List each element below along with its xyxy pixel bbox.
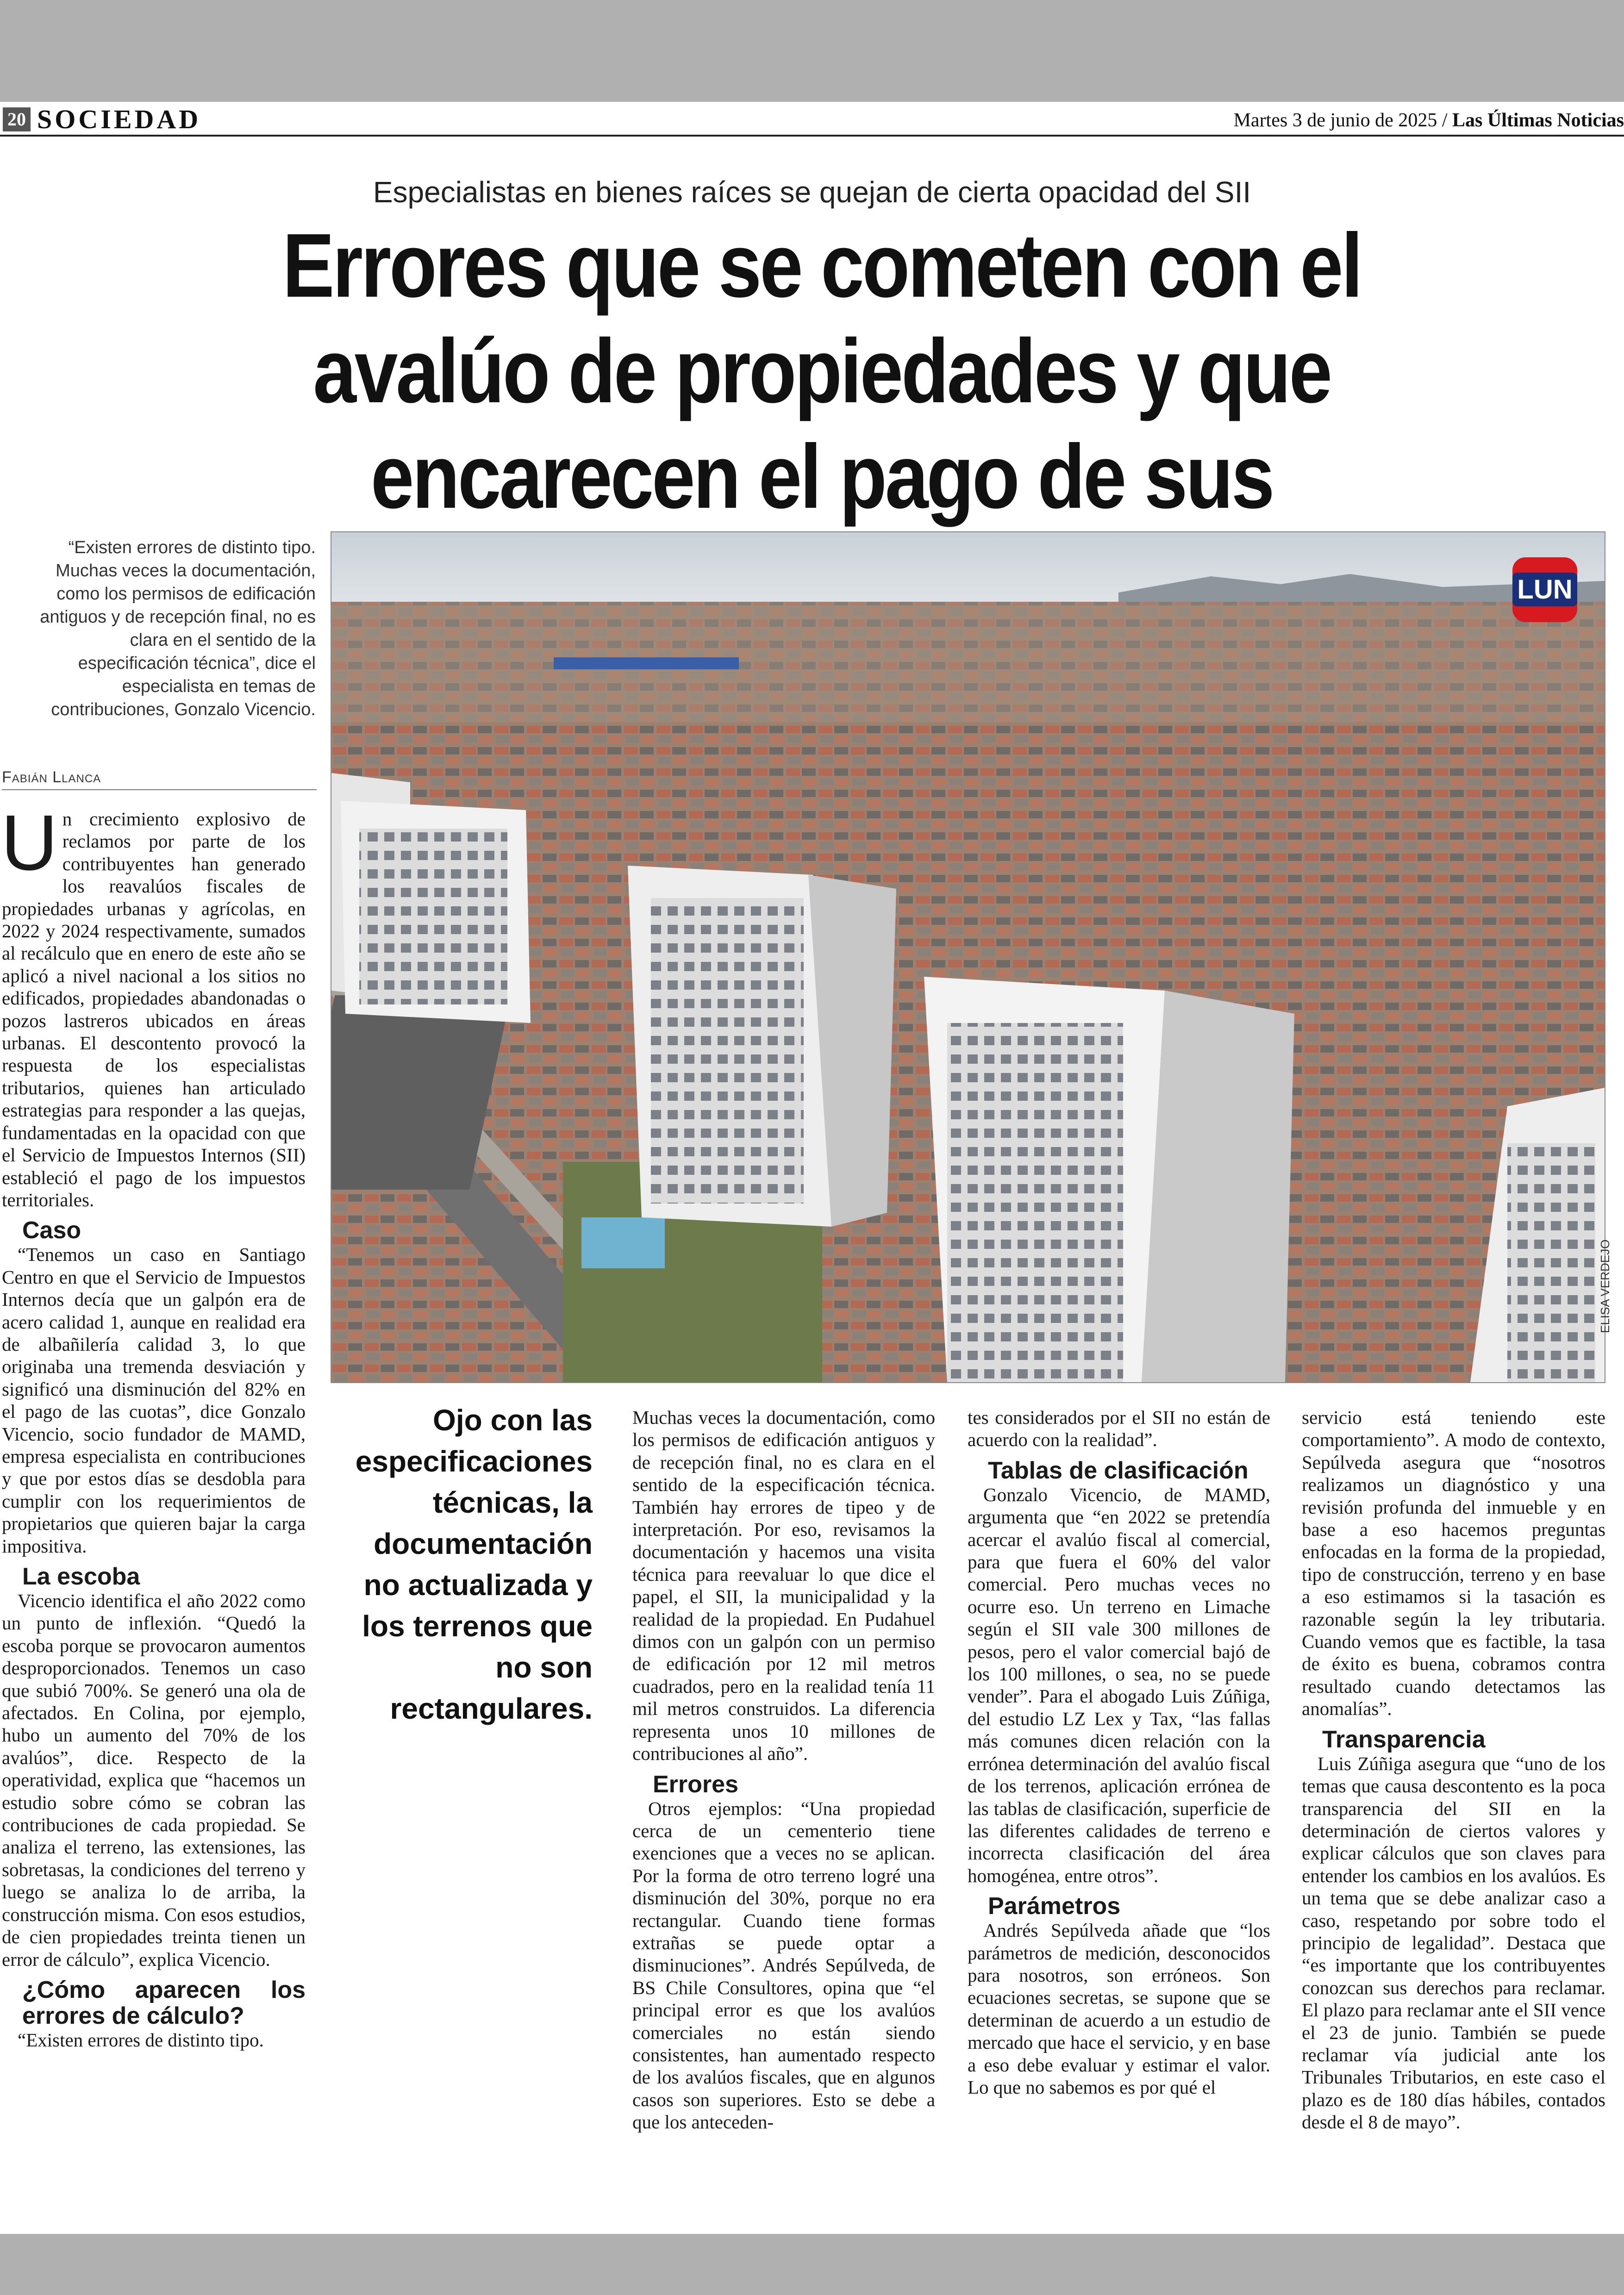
subhead-errores: Errores — [653, 1771, 738, 1798]
page-number: 20 — [3, 107, 31, 131]
paragraph-parametros: Andrés Sepúlveda añade que “los parámetros de medición, desconocidos para nosotros, son erróneos. Son ecuaciones secretas, se supone que se determinan de acuerdo a un estudio de mercado que hace el servicio, y en base a eso debe evaluar y estimar el valor. Lo que no sabemos es por qué el — [968, 1920, 1270, 2098]
page-top-margin — [0, 0, 1624, 102]
publication-name: Las Últimas Noticias — [1452, 110, 1624, 131]
drop-cap: U — [1, 799, 58, 887]
paragraph-col3-1: tes considerados por el SII no están de acuerdo con la realidad”. — [968, 1407, 1270, 1451]
pull-quote-top: “Existen errores de distinto tipo. Muchas veces la documentación, como los permisos de edificación antiguos y de recepción final, no es clara en el sentido de la especificación técnica”, dice el especialista en temas de contribuciones, Gonzalo Vicencio. — [40, 538, 316, 719]
dateline — [1234, 109, 1624, 131]
column-3 — [968, 1406, 1270, 2098]
subhead-tablas: Tablas de clasificación — [988, 1457, 1249, 1484]
article-headline: Errores que se cometen con el avalúo de propiedades y que encarecen el pago de sus — [282, 215, 1361, 527]
paragraph-como: “Existen errores de distinto tipo. — [18, 2029, 264, 2051]
pull-quote-mid: Ojo con las especificaciones técnicas, la documentación no actualizada y los terrenos que no son rectangulares. — [355, 1403, 593, 1725]
header-rule — [0, 135, 1624, 137]
paragraph-caso: “Tenemos un caso en Santiago Centro en que el Servicio de Impuestos Internos decía que un galpón era de acero calidad 1, aunque en realidad era de albañilería calidad 3, lo que originaba una tremenda desviación y significó una disminución del 82% en el pago de las cuotas”, dice Gonzalo Vicencio, socio fundador de MAMD, empresa especialista en contribuciones y que por estos días se desdobla para cumplir con los requerimientos de propietarios que quieren bajar la carga impositiva. — [2, 1244, 306, 1557]
dateline-separator: / — [1437, 110, 1452, 131]
issue-date: Martes 3 de junio de 2025 — [1233, 110, 1437, 131]
paragraph-errores: Otros ejemplos: “Una propiedad cerca de un cementerio tiene exenciones que a veces no se aplican. Por la forma de otro terreno logré una disminución del 30%, porque no era rectangular. Cuando tiene formas extrañas se puede optar a disminuciones”. Andrés Sepúlveda, de BS Chile Consultores, opina que “el principal error es que los avalúos comerciales no están siendo consistentes, han aumentado respecto de los avalúos fiscales, que en algunos casos son superiores. Esto se debe a que los anteceden- — [632, 1797, 935, 2133]
paragraph-tablas: Gonzalo Vicencio, de MAMD, argumenta que “en 2022 se pretendía acercar el avalúo fiscal al comercial, para que fuera el 60% del valor comercial. Pero muchas veces no ocurre eso. Un terreno en Limache según el SII vale 300 millones de pesos, pero el valor comercial bajó de los 100 millones, o sea, no se puede vender”. Para el abogado Luis Zúñiga, del estudio LZ Lex y Tax, “las fallas más comunes dicen relación con la errónea determinación del avalúo fiscal de los terrenos, aplicación errónea de las tablas de clasificación, superficie de las diferentes calidades de terreno e incorrecta clasificación del área homogénea, entre otros”. — [968, 1484, 1270, 1886]
paragraph-col2-1: Muchas veces la documentación, como los permisos de edificación antiguos y de recepción final, no es clara en el sentido de la especificación técnica. También hay errores de tipeo y de interpretación. Por eso, revisamos la documentación y hacemos una visita técnica para reevaluar lo que dice el papel, el SII, la municipalidad y la realidad de la propiedad. En Pudahuel dimos con un galpón con un permiso de edificación por 12 mil metros cuadrados, pero en la realidad tenía 11 mil metros construidos. La diferencia representa unos 10 millones de contribuciones al año”. — [632, 1407, 935, 1765]
photo-credit: ELISA VERDEJO — [1598, 1239, 1612, 1333]
aerial-photo-illustration — [331, 532, 1605, 1382]
paragraph-transparencia: Luis Zúñiga asegura que “uno de los temas que causa descontento es la poca transparencia del SII en la determinación de ciertos valores y explicar cálculos que son claves para entender los cambios en los avalúos. Es un tema que se debe analizar caso a caso, respetando por sobre todo el principio de legalidad”. Destaca que “es importante que los contribuyentes conozcan sus derechos para reclamar. El plazo para reclamar ante el SII vence el 23 de junio. También se puede reclamar vía judicial ante los Tribunales Tributarios, en este caso el plazo es de 180 días hábiles, contados desde el 8 de mayo”. — [1302, 1752, 1605, 2133]
article-kicker: Especialistas en bienes raíces se quejan de cierta opacidad del SII — [373, 175, 1251, 209]
aerial-photo — [331, 531, 1605, 1383]
subhead-como: ¿Cómo aparecen los errores de cálculo? — [22, 1976, 306, 2029]
section-title: SOCIEDAD — [37, 104, 201, 134]
byline: Fabián Llanca — [2, 768, 317, 790]
lead-paragraph: Un crecimiento explosivo de reclamos por parte de los contribuyentes han generado los reavalúos fiscales de propiedades urbanas y agrícolas, en 2022 y 2024 respectivamente, sumados al recálculo que en enero de este año se aplicó a nivel nacional a los sitios no edificados, propiedades abandonadas o pozos lastreros ubicados en áreas urbanas. El descontento provocó la respuesta de los especialistas tributarios, quienes han articulado estrategias para responder a las quejas, fundamentadas en la opacidad con que el Servicio de Impuestos Internos (SII) estableció el pago de los impuestos territoriales. — [1, 799, 306, 1210]
page-bottom-margin — [0, 2234, 1624, 2295]
subhead-escoba: La escoba — [22, 1563, 140, 1590]
column-4 — [1302, 1406, 1605, 2133]
column-2 — [632, 1406, 935, 2133]
subhead-parametros: Parámetros — [988, 1893, 1121, 1920]
subhead-caso: Caso — [22, 1217, 81, 1244]
paragraph-escoba: Vicencio identifica el año 2022 como un punto de inflexión. “Quedó la escoba porque se provocaron aumentos desproporcionados. Tenemos un caso que subió 700%. Se generó una ola de afectados. En Colina, por ejemplo, hubo un aumento del 70% de los avalúos”, dice. Respecto de la operatividad, explica que “hacemos un estudio sobre cómo se cobran las contribuciones de cada propiedad. Se analiza el terreno, las extensiones, las sobretasas, la condiciones del terreno y luego se analiza lo de arriba, la construcción misma. Con esos estudios, de cien propiedades treinta tienen un error de cálculo”, explica Vicencio. — [2, 1590, 306, 1970]
column-1 — [1, 799, 306, 2051]
subhead-transparencia: Transparencia — [1322, 1726, 1486, 1753]
lun-logo: LUN — [1512, 557, 1577, 622]
paragraph-col4-1: servicio está teniendo este comportamiento”. A modo de contexto, Sepúlveda asegura que “nosotros realizamos un diagnóstico y una revisión profunda del inmueble y en base a eso hacemos preguntas enfocadas en la forma de la propiedad, tipo de construcción, terreno y en base a eso estimamos si la tasación es razonable según la ley tributaria. Cuando vemos que es factible, la tasa de éxito es buena, cobramos contra resultado cuando detectamos las anomalías”. — [1302, 1407, 1605, 1720]
